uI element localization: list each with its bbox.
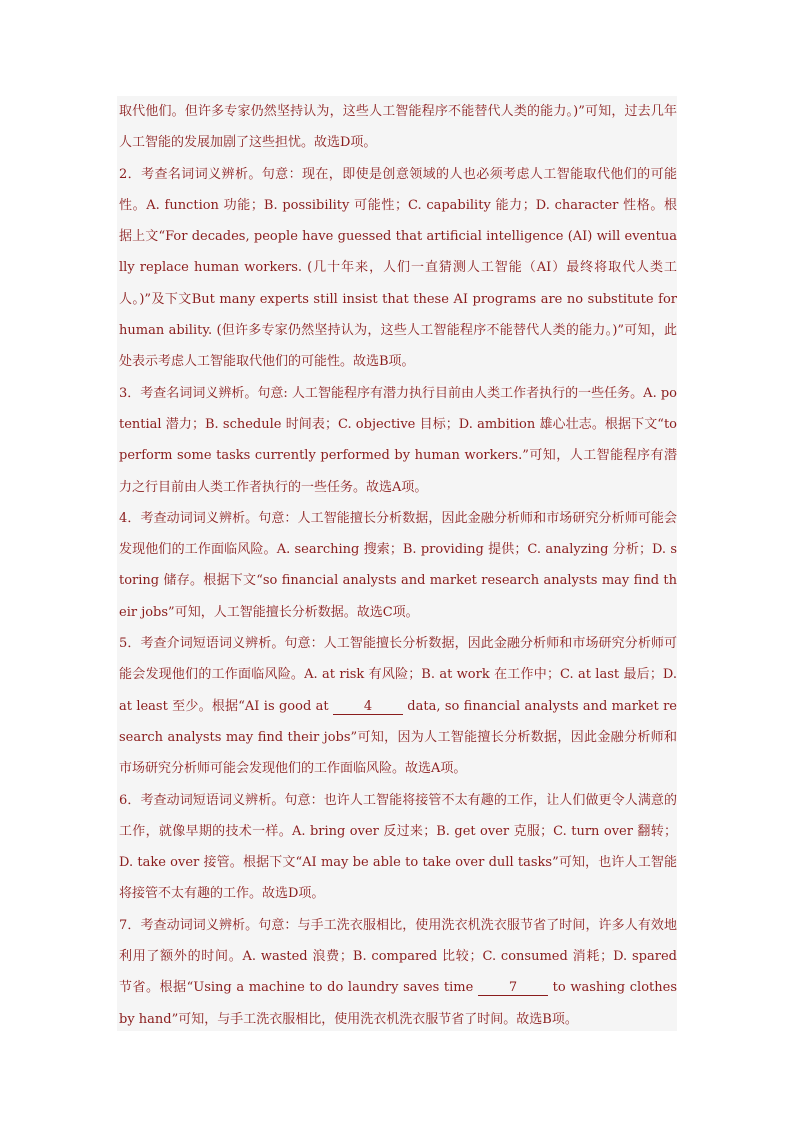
answer-explanation-text xyxy=(117,96,677,1031)
paragraph-text: 6．考查动词短语词义辨析。句意：也许人工智能将接管不太有趣的工作，让人们做更令人满意的工作，就像早期的技术一样。A. bring over 反过来；B. get over 克服；C. turn over 翻转；D. take over 接管。根据下文“AI may be able to take over dull tasks”可知，也许人工智能将接管不太有趣的工作。故选D项。 xyxy=(119,792,677,902)
paragraph-text-before: 7．考查动词词义辨析。句意：与手工洗衣服相比，使用洗衣机洗衣服节省了时间，许多人有效地利用了额外的时间。A. wasted 浪费；B. compared 比较；C. consumed 消耗；D. spared 节省。根据“Using a machine to do laundry saves time xyxy=(119,917,677,996)
paragraph-question-5 xyxy=(119,628,677,784)
paragraph-question-6 xyxy=(119,785,677,910)
paragraph-text: 2．考查名词词义辨析。句意：现在，即使是创意领域的人也必须考虑人工智能取代他们的可能性。A. function 功能；B. possibility 可能性；C. capability 能力；D. character 性格。根据上文“For decades, people have guessed that artificial intelligence (AI) will eventually replace human workers. (几十年来，人们一直猜测人工智能（AI）最终将取代人类工人。)”及下文But many experts still insist that these AI programs are no substitute for human ability. (但许多专家仍然坚持认为，这些人工智能程序不能替代人类的能力。)”可知，此处表示考虑人工智能取代他们的可能性。故选B项。 xyxy=(119,166,677,370)
paragraph-question-3 xyxy=(119,378,677,503)
paragraph-text-after: data, so financial analysts and market research analysts may find their jobs”可知，因为人工智能擅长分析数据，因此金融分析师和市场研究分析师可能会发现他们的工作面临风险。故选A项。 xyxy=(119,698,677,777)
paragraph-text: 4．考查动词词义辨析。句意：人工智能擅长分析数据，因此金融分析师和市场研究分析师可能会发现他们的工作面临风险。A. searching 搜索；B. providing 提供；C. analyzing 分析；D. storing 储存。根据下文“so financial analysts and market research analysts may find their jobs”可知，人工智能擅长分析数据。故选C项。 xyxy=(119,510,677,620)
paragraph-text: 3．考查名词词义辨析。句意: 人工智能程序有潜力执行目前由人类工作者执行的一些任务。A. potential 潜力；B. schedule 时间表；C. objective 目标；D. ambition 雄心壮志。根据下文“to perform some tasks currently performed by human workers.”可知，人工智能程序有潜力之行目前由人类工作者执行的一些任务。故选A项。 xyxy=(119,385,677,495)
paragraph-question-4 xyxy=(119,503,677,628)
paragraph-question-2 xyxy=(119,159,677,378)
paragraph-1-continuation xyxy=(119,96,677,159)
paragraph-text: 取代他们。但许多专家仍然坚持认为，这些人工智能程序不能替代人类的能力。)”可知，过去几年人工智能的发展加剧了这些担忧。故选D项。 xyxy=(119,104,677,151)
paragraph-text-before: 5．考查介词短语词义辨析。句意：人工智能擅长分析数据，因此金融分析师和市场研究分析师可能会发现他们的工作面临风险。A. at risk 有风险；B. at work 在工作中；C. at last 最后；D. at least 至少。根据“AI is good at xyxy=(119,636,677,714)
paragraph-question-7 xyxy=(119,910,677,1035)
fill-blank-4: 4 xyxy=(333,700,403,715)
paragraph-text-after: to washing clothes by hand”可知，与手工洗衣服相比，使用洗衣机洗衣服节省了时间。故选B项。 xyxy=(119,980,678,1027)
fill-blank-7: 7 xyxy=(478,981,548,996)
